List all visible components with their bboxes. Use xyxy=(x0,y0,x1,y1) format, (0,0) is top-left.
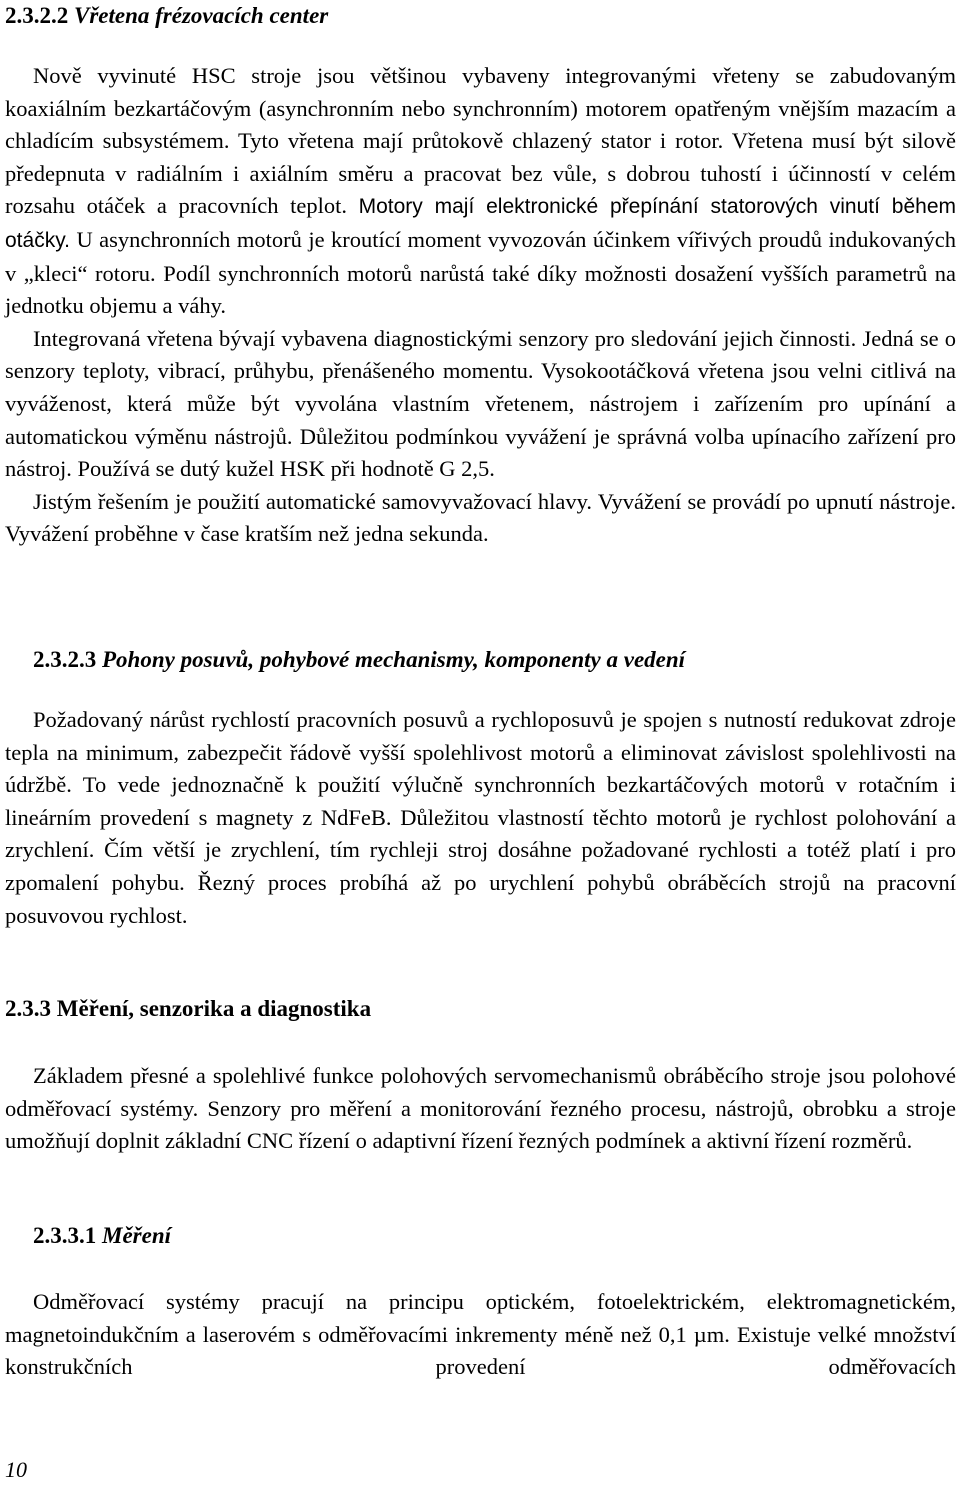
section-2331-title: Měření xyxy=(102,1223,171,1248)
section-2322-number: 2.3.2.2 xyxy=(5,3,69,28)
section-2322-paragraph-1 xyxy=(5,60,956,323)
section-2331-body xyxy=(5,1286,956,1384)
section-2323-body xyxy=(5,704,956,932)
section-233-body xyxy=(5,1060,956,1158)
section-2322-p1-text: Nově vyvinuté HSC stroje jsou většinou vybaveny integrovanými vřeteny se zabudovaným koaxiálním bezkartáčovým (asynchronním nebo synchronním) motorem opatřeným vnějším mazacím a chladícím subsystémem. Tyto vřetena mají průtokově chlazený stator i rotor. xyxy=(5,63,956,154)
section-2323-paragraph-1: Požadovaný nárůst rychlostí pracovních posuvů a rychloposuvů je spojen s nutností redukovat zdroje tepla na minimum, zabezpečit řádově vyšší spolehlivost motorů a eliminovat závislost spolehlivosti na údržbě. To vede jednoznačně k použití výlučně synchronních bezkartáčových motorů v rotačním i lineárním provedení s magnety z NdFeB. Důležitou vlastností těchto motorů je rychlost polohování a zrychlení. Čím větší je zrychlení, tím rychleji stroj dosáhne požadované rychlosti a totéž platí i pro zpomalení pohybu. Řezný proces probíhá až po urychlení pohybů obráběcích strojů na pracovní posuvovou rychlost. xyxy=(5,707,956,928)
section-2322-p1b-text: Vřetena musí být silově předepnuta v radiálním i axiálním směru a pracovat bez vůle, s dobrou tuhostí i účinností v celém rozsahu otáček a pracovních teplot. xyxy=(5,128,956,219)
section-2322-heading xyxy=(5,0,328,32)
section-2331-paragraph-1: Odměřovací systémy pracují na principu optickém, fotoelektrickém, elektromagnetickém, magnetoindukčním a laserovém s odměřovacími inkrementy méně než 0,1 µm. Existuje velké množství konstrukčních provedení odměřovacích xyxy=(5,1289,956,1380)
section-233-number: 2.3.3 xyxy=(5,996,51,1021)
section-2322-body xyxy=(5,60,956,551)
section-2322-p1c-text: Motory mají elektronické přepínání statorových vinutí během otáčky. xyxy=(5,195,956,252)
section-2323-number: 2.3.2.3 xyxy=(33,647,97,672)
section-233-heading xyxy=(5,993,371,1025)
page-number: 10 xyxy=(5,1457,27,1482)
section-2331-heading xyxy=(33,1220,171,1252)
section-233-title: Měření, senzorika a diagnostika xyxy=(56,996,372,1021)
section-2331-number: 2.3.3.1 xyxy=(33,1223,97,1248)
section-2323-heading xyxy=(33,644,685,676)
section-2322-paragraph-3: Jistým řešením je použití automatické samovyvažovací hlavy. Vyvážení se provádí po upnutí nástroje. Vyvážení proběhne v čase kratším než jedna sekunda. xyxy=(5,488,956,547)
section-2322-paragraph-2: Integrovaná vřetena bývají vybavena diagnostickými senzory pro sledování jejich činnosti. Jedná se o senzory teploty, vibrací, průhybu, přenášeného momentu. Vysokootáčková vřetena jsou velni citlivá na vyváženost, která může být vyvolána vlastním vřetenem, nástrojem i zařízením pro upínání a automatickou výměnu nástrojů. Důležitou podmínkou vyvážení je správná volba upínacího zařízení pro nástroj. Používá se dutý kužel HSK při hodnotě G 2,5. xyxy=(5,325,956,482)
section-2323-title: Pohony posuvů, pohybové mechanismy, komponenty a vedení xyxy=(102,647,686,672)
section-2322-title: Vřetena frézovacích center xyxy=(74,3,329,28)
section-2322-p1d-text: U asynchronních motorů je kroutící moment vyvozován účinkem vířivých proudů indukovaných v „kleci“ rotoru. Podíl synchronních motorů narůstá také díky možnosti dosažení vyšších parametrů na jednotku objemu a váhy. xyxy=(5,226,957,319)
section-233-paragraph-1: Základem přesné a spolehlivé funkce polohových servomechanismů obráběcího stroje jsou polohové odměřovací systémy. Senzory pro měření a monitorování řezného procesu, nástrojů, obrobku a stroje umožňují doplnit základní CNC řízení o adaptivní řízení řezných podmínek a aktivní řízení rozměrů. xyxy=(5,1063,956,1154)
